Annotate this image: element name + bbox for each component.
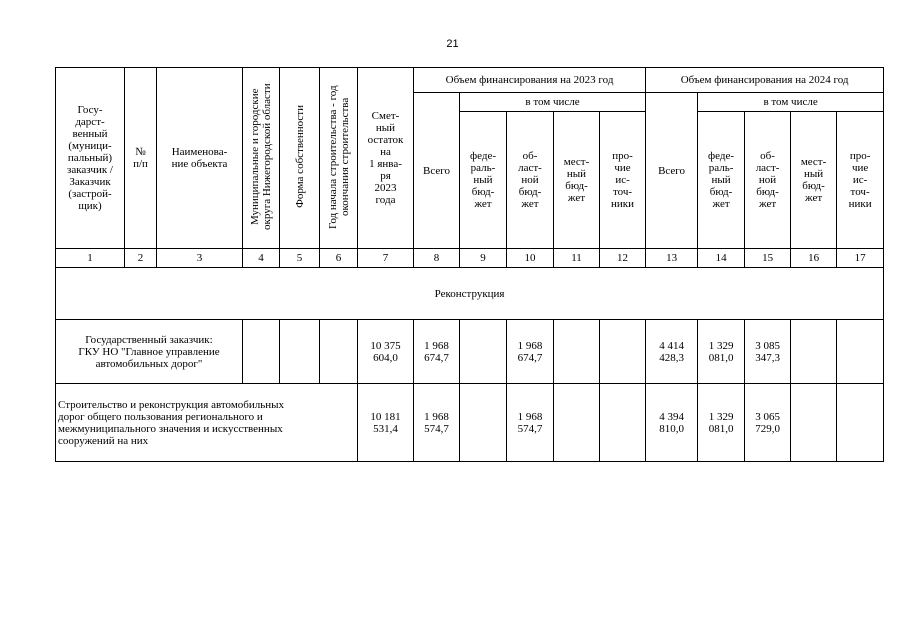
cell-federal-2024: 1 329 081,0 (698, 384, 745, 462)
header-ownership: Форма собственности (293, 105, 306, 208)
header-regional-2023: об- ласт- ной бюд- жет (507, 112, 554, 249)
cell-estimate: 10 375 604,0 (358, 320, 414, 384)
header-federal-2024: феде- раль- ный бюд- жет (698, 112, 745, 249)
cell-regional-2024: 3 065 729,0 (745, 384, 791, 462)
column-numbers-row (56, 249, 884, 268)
column-number: 9 (460, 249, 507, 268)
header-total-2023: Всего (414, 93, 460, 249)
header-local-2024: мест- ный бюд- жет (791, 112, 837, 249)
column-number: 5 (280, 249, 320, 268)
column-number: 17 (837, 249, 884, 268)
cell-total-2024: 4 414 428,3 (646, 320, 698, 384)
cell-federal-2024: 1 329 081,0 (698, 320, 745, 384)
header-federal-2023: феде- раль- ный бюд- жет (460, 112, 507, 249)
header-fin-2024: Объем финансирования на 2024 год (646, 68, 884, 93)
column-number: 15 (745, 249, 791, 268)
header-years: Год начала строительства - год окончания строительства (326, 84, 351, 229)
column-number: 2 (125, 249, 157, 268)
header-incl-2024: в том числе (698, 93, 884, 112)
column-number: 3 (157, 249, 243, 268)
table-row (56, 384, 884, 462)
header-local-2023: мест- ный бюд- жет (554, 112, 600, 249)
column-number: 6 (320, 249, 358, 268)
cell-regional-2023: 1 968 574,7 (507, 384, 554, 462)
financing-table (55, 67, 884, 462)
header-customer: Госу- дарст- венный (муници- пальный) заказчик / Заказчик (застрой- щик) (56, 68, 125, 249)
header-number: № п/п (125, 68, 157, 249)
column-number: 14 (698, 249, 745, 268)
section-row (56, 268, 884, 320)
column-number: 4 (243, 249, 280, 268)
column-number: 11 (554, 249, 600, 268)
section-title: Реконструкция (56, 268, 884, 320)
header-estimate: Смет- ный остаток на 1 янва- ря 2023 года (358, 68, 414, 249)
column-number: 8 (414, 249, 460, 268)
column-number: 10 (507, 249, 554, 268)
column-number: 12 (600, 249, 646, 268)
column-number: 16 (791, 249, 837, 268)
cell-regional-2024: 3 085 347,3 (745, 320, 791, 384)
column-number: 7 (358, 249, 414, 268)
row-label: Строительство и реконструкция автомобильных дорог общего пользования регионального и межмуниципального значения и искусственных сооружений на них (56, 384, 358, 462)
header-object-name: Наименова- ние объекта (157, 68, 243, 249)
header-total-2024: Всего (646, 93, 698, 249)
header-other-2023: про- чие ис- точ- ники (600, 112, 646, 249)
cell-total-2024: 4 394 810,0 (646, 384, 698, 462)
cell-total-2023: 1 968 674,7 (414, 320, 460, 384)
column-number: 13 (646, 249, 698, 268)
header-other-2024: про- чие ис- точ- ники (837, 112, 884, 249)
header-regional-2024: об- ласт- ной бюд- жет (745, 112, 791, 249)
row-label: Государственный заказчик: ГКУ НО "Главное управление автомобильных дорог" (56, 320, 243, 384)
header-row-top (56, 68, 884, 93)
cell-regional-2023: 1 968 674,7 (507, 320, 554, 384)
cell-estimate: 10 181 531,4 (358, 384, 414, 462)
header-fin-2023: Объем финансирования на 2023 год (414, 68, 646, 93)
page-number: 21 (446, 38, 459, 50)
header-incl-2023: в том числе (460, 93, 646, 112)
table-row (56, 320, 884, 384)
column-number: 1 (56, 249, 125, 268)
header-municipal: Муниципальные и городские округа Нижегородской области (249, 83, 273, 230)
cell-total-2023: 1 968 574,7 (414, 384, 460, 462)
